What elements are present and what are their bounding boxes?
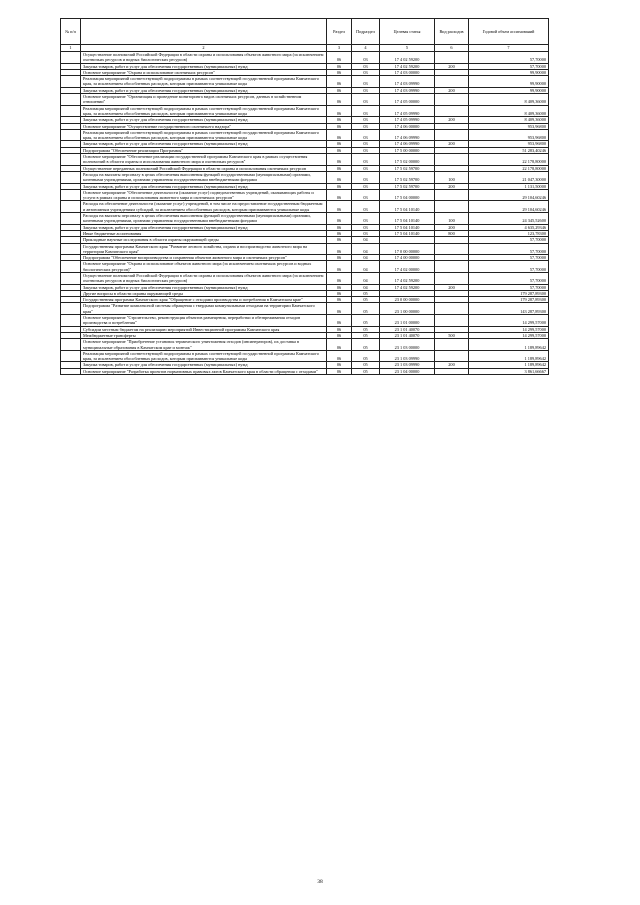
row-exptype-cell: 100	[435, 171, 469, 183]
row-amount-cell: 57,70000	[469, 284, 549, 290]
table-row	[61, 368, 549, 374]
row-subsection-cell: 03	[352, 69, 380, 75]
header-amount: Годовой объем ассигнований	[469, 19, 549, 45]
table-row	[61, 243, 549, 255]
row-section-cell: 06	[327, 189, 352, 201]
row-target-cell: 23 1 03 09990	[380, 350, 435, 362]
row-subsection-cell: 05	[352, 297, 380, 303]
row-name-cell: Подпрограмма "Развитие комплексной системы обращения с твердыми коммунальными отходами на территории Камчатского края"	[81, 303, 327, 315]
row-amount-cell: 22 178,80000	[469, 154, 549, 166]
row-amount-cell: 953,96800	[469, 123, 549, 129]
row-target-cell: 23 1 03 09990	[380, 362, 435, 368]
row-name-cell: Основное мероприятие "Строительство, реконструкция объектов размещения, переработки и обезвреживания отходов производства и потребления"	[81, 315, 327, 327]
row-num-cell	[61, 189, 81, 201]
row-section-cell: 06	[327, 69, 352, 75]
row-num-cell	[61, 94, 81, 106]
row-name-cell: Основное мероприятие "Приобретение установок термического уничтожения отходов (инсинераторов), их доставка в муниципальные образования в Камчатском крае и монтаж"	[81, 339, 327, 351]
row-name-cell: Расходы на выплаты персоналу в целях обеспечения выполнения функций государственными (муниципальными) органами, казенными учреждениями, органами управления государственными внебюджетными фондами	[81, 171, 327, 183]
row-section-cell: 06	[327, 213, 352, 225]
row-exptype-cell	[435, 339, 469, 351]
page-number: 38	[317, 879, 323, 885]
row-subsection-cell: 03	[352, 76, 380, 88]
row-amount-cell: 953,96800	[469, 141, 549, 147]
row-section-cell: 06	[327, 165, 352, 171]
header-target: Целевая статья	[380, 19, 435, 45]
table-row	[61, 94, 549, 106]
row-amount-cell: 179 287,89300	[469, 297, 549, 303]
row-amount-cell: 22 178,80000	[469, 165, 549, 171]
row-amount-cell: 14 299,57000	[469, 326, 549, 332]
row-target-cell: 17 4 03 09990	[380, 87, 435, 93]
row-section-cell: 06	[327, 154, 352, 166]
row-target-cell: 17 4 02 00000	[380, 261, 435, 273]
row-subsection-cell: 05	[352, 332, 380, 338]
row-exptype-cell: 200	[435, 183, 469, 189]
row-exptype-cell	[435, 105, 469, 117]
row-name-cell: Другие вопросы в области охраны окружающей среды	[81, 290, 327, 296]
row-target-cell: 17 4 02 59200	[380, 63, 435, 69]
row-subsection-cell: 03	[352, 165, 380, 171]
row-amount-cell: 57,70000	[469, 261, 549, 273]
row-target-cell: 17 4 03 00000	[380, 69, 435, 75]
row-num-cell	[61, 105, 81, 117]
row-name-cell: Иные бюджетные ассигнования	[81, 230, 327, 236]
row-target-cell: 17 5 02 59700	[380, 171, 435, 183]
row-exptype-cell: 200	[435, 63, 469, 69]
table-row	[61, 213, 549, 225]
row-target-cell: 17 4 02 59200	[380, 52, 435, 64]
row-num-cell	[61, 52, 81, 64]
row-amount-cell: 57,70000	[469, 272, 549, 284]
table-row	[61, 201, 549, 213]
table-row	[61, 129, 549, 141]
row-target-cell: 23 1 01 00000	[380, 315, 435, 327]
row-section-cell: 06	[327, 368, 352, 374]
row-num-cell	[61, 213, 81, 225]
row-name-cell: Прикладные научные исследования в области охраны окружающей среды	[81, 237, 327, 243]
row-subsection-cell: 03	[352, 123, 380, 129]
row-section-cell: 06	[327, 63, 352, 69]
row-exptype-cell: 100	[435, 213, 469, 225]
table-row	[61, 272, 549, 284]
row-subsection-cell: 05	[352, 315, 380, 327]
row-subsection-cell: 05	[352, 303, 380, 315]
row-num-cell	[61, 261, 81, 273]
table-row	[61, 350, 549, 362]
row-name-cell: Расходы на выплаты персоналу в целях обеспечения выполнения функций государственными (муниципальными) органами, казенными учреждениями, органами управления государственными внебюджетными фондами	[81, 213, 327, 225]
row-section-cell: 06	[327, 362, 352, 368]
row-section-cell: 06	[327, 123, 352, 129]
row-name-cell: Закупка товаров, работ и услуг для обеспечения государственных (муниципальных) нужд	[81, 141, 327, 147]
row-subsection-cell: 03	[352, 117, 380, 123]
row-name-cell: Государственная программа Камчатского края "Развитие лесного хозяйства, охрана и воспроизводство животного мира на территории Камчатского края"	[81, 243, 327, 255]
row-target-cell: 23 1 03 00000	[380, 339, 435, 351]
row-target-cell: 23 1 01 40070	[380, 332, 435, 338]
row-section-cell: 06	[327, 339, 352, 351]
row-name-cell: Реализация мероприятий соответствующей подпрограммы в рамках соответствующей государственной программы Камчатского края, за исключением обособленных расходов, которым присваиваются уникальные коды	[81, 76, 327, 88]
row-subsection-cell: 03	[352, 183, 380, 189]
row-section-cell: 06	[327, 332, 352, 338]
row-section-cell: 06	[327, 141, 352, 147]
row-exptype-cell	[435, 201, 469, 213]
row-exptype-cell: 200	[435, 117, 469, 123]
row-target-cell: 17 5 02 59700	[380, 165, 435, 171]
row-amount-cell: 57,70000	[469, 255, 549, 261]
row-num-cell	[61, 76, 81, 88]
row-name-cell: Реализация мероприятий соответствующей подпрограммы в рамках соответствующей государственной программы Камчатского края, за исключением обособленных расходов, которым присваиваются уникальные коды	[81, 105, 327, 117]
table-row	[61, 261, 549, 273]
row-amount-cell: 57,70000	[469, 52, 549, 64]
row-name-cell: Основное мероприятие "Разработка проектов нормативных правовых актов Камчатского края в области обращения с отходами"	[81, 368, 327, 374]
column-number: 4	[352, 45, 380, 52]
row-target-cell: 17 4 02 59200	[380, 284, 435, 290]
row-target-cell: 23 1 04 00000	[380, 368, 435, 374]
row-name-cell: Основное мероприятие "Осуществление государственного охотничьего надзора"	[81, 123, 327, 129]
row-exptype-cell	[435, 350, 469, 362]
row-subsection-cell: 03	[352, 147, 380, 153]
row-name-cell: Основное мероприятие "Охрана и использование охотничьих ресурсов"	[81, 69, 327, 75]
row-amount-cell: 143 287,89300	[469, 303, 549, 315]
row-name-cell: Реализация мероприятий соответствующей подпрограммы в рамках соответствующей государственной программы Камчатского края, за исключением обособленных расходов, которым присваиваются уникальные коды	[81, 350, 327, 362]
row-exptype-cell	[435, 52, 469, 64]
row-subsection-cell: 03	[352, 171, 380, 183]
row-amount-cell: 1 189,89642	[469, 339, 549, 351]
table-row	[61, 171, 549, 183]
row-amount-cell: 57,70000	[469, 237, 549, 243]
row-name-cell: Осуществление полномочий Российской Федерации в области охраны и использования объектов животного мира (за исключением охотничьих ресурсов и водных биологических ресурсов)	[81, 52, 327, 64]
row-target-cell: 17 5 04 10140	[380, 230, 435, 236]
row-amount-cell: 99,90000	[469, 87, 549, 93]
row-amount-cell: 1 131,50000	[469, 183, 549, 189]
row-name-cell: Подпрограмма "Обеспечение воспроизводства и сохранения объектов животного мира и охотничьих ресурсов"	[81, 255, 327, 261]
row-target-cell: 17 4 06 09990	[380, 141, 435, 147]
row-name-cell: Закупка товаров, работ и услуг для обеспечения государственных (муниципальных) нужд	[81, 183, 327, 189]
row-num-cell	[61, 171, 81, 183]
row-section-cell: 06	[327, 303, 352, 315]
row-num-cell	[61, 339, 81, 351]
header-name	[81, 19, 327, 45]
row-amount-cell: 3 861,66667	[469, 368, 549, 374]
row-amount-cell: 29 104,60246	[469, 201, 549, 213]
column-number: 6	[435, 45, 469, 52]
row-subsection-cell: 04	[352, 243, 380, 255]
row-section-cell: 06	[327, 105, 352, 117]
budget-table	[60, 18, 549, 375]
row-name-cell: Закупка товаров, работ и услуг для обеспечения государственных (муниципальных) нужд	[81, 117, 327, 123]
row-name-cell: Расходы на обеспечение деятельности (оказание услуг) учреждений, в том числе на предоставление государственным бюджетным и автономным учреждениям субсидий, за исключением обособленных расходов, которым присваиваются уникальные коды	[81, 201, 327, 213]
row-subsection-cell: 04	[352, 261, 380, 273]
row-amount-cell: 1 189,89642	[469, 350, 549, 362]
header-subsection: Подраздел	[352, 19, 380, 45]
row-num-cell	[61, 154, 81, 166]
row-section-cell: 06	[327, 129, 352, 141]
row-exptype-cell: 800	[435, 230, 469, 236]
row-section-cell: 06	[327, 171, 352, 183]
row-amount-cell: 99,90000	[469, 76, 549, 88]
row-section-cell: 06	[327, 237, 352, 243]
row-target-cell: 17 5 04 10140	[380, 213, 435, 225]
row-subsection-cell: 04	[352, 255, 380, 261]
row-subsection-cell: 03	[352, 141, 380, 147]
row-amount-cell: 4 635,29346	[469, 224, 549, 230]
row-subsection-cell: 05	[352, 368, 380, 374]
row-subsection-cell: 03	[352, 105, 380, 117]
row-target-cell: 17 5 02 00000	[380, 154, 435, 166]
row-name-cell: Основное мероприятие "Охрана и использование объектов животного мира (за исключением охотничьих ресурсов и водных биологических ресурсов)"	[81, 261, 327, 273]
table-row	[61, 303, 549, 315]
row-section-cell: 06	[327, 297, 352, 303]
row-subsection-cell: 05	[352, 362, 380, 368]
row-num-cell	[61, 368, 81, 374]
row-target-cell: 17 5 00 00000	[380, 147, 435, 153]
row-section-cell: 06	[327, 326, 352, 332]
row-amount-cell: 179 287,89300	[469, 290, 549, 296]
document-page	[60, 18, 548, 375]
row-amount-cell: 24 345,52600	[469, 213, 549, 225]
row-target-cell: 17 5 02 59700	[380, 183, 435, 189]
column-number: 7	[469, 45, 549, 52]
row-amount-cell: 953,96800	[469, 129, 549, 141]
table-row	[61, 52, 549, 64]
row-subsection-cell: 03	[352, 129, 380, 141]
row-target-cell: 17 5 04 00000	[380, 189, 435, 201]
row-name-cell: Основное мероприятие "Обеспечение деятельности (оказание услуг) подведомственных учреждений, оказывающих работы и услуги в рамках охраны и использования животного мира и охотничьих ресурсов"	[81, 189, 327, 201]
row-section-cell: 06	[327, 350, 352, 362]
row-subsection-cell: 03	[352, 230, 380, 236]
row-subsection-cell: 05	[352, 290, 380, 296]
row-target-cell: 17 4 03 09990	[380, 76, 435, 88]
column-number: 2	[81, 45, 327, 52]
row-exptype-cell	[435, 154, 469, 166]
row-name-cell: Основное мероприятие "Организация и проведение мониторинга видов охотничьих ресурсов, данных в хозяйственном отношении"	[81, 94, 327, 106]
row-name-cell: Основное мероприятие "Обеспечение реализации государственной программы Камчатского края в рамках осуществления полномочий в области охраны и использования животного мира и охотничьих ресурсов"	[81, 154, 327, 166]
row-name-cell: Осуществление полномочий Российской Федерации в области охраны и использования объектов животного мира (за исключением охотничьих ресурсов и водных биологических ресурсов)	[81, 272, 327, 284]
row-subsection-cell: 03	[352, 94, 380, 106]
column-number-row	[61, 45, 549, 52]
row-exptype-cell: 200	[435, 141, 469, 147]
row-subsection-cell: 05	[352, 339, 380, 351]
row-amount-cell: 8 409,36000	[469, 105, 549, 117]
row-target-cell: 17 4 06 00000	[380, 123, 435, 129]
row-amount-cell: 51 283,40246	[469, 147, 549, 153]
row-target-cell: 17 4 05 09990	[380, 117, 435, 123]
row-amount-cell: 57,70000	[469, 63, 549, 69]
header-exptype: Вид расходов	[435, 19, 469, 45]
row-target-cell: 23 1 01 40070	[380, 326, 435, 332]
row-section-cell: 06	[327, 243, 352, 255]
row-target-cell: 23 1 00 00000	[380, 303, 435, 315]
row-name-cell: Закупка товаров, работ и услуг для обеспечения государственных (муниципальных) нужд	[81, 362, 327, 368]
row-name-cell: Реализация мероприятий соответствующей подпрограммы в рамках соответствующей государственной программы Камчатского края, за исключением обособленных расходов, которым присваиваются уникальные коды	[81, 129, 327, 141]
row-target-cell: 17 5 04 10140	[380, 201, 435, 213]
row-exptype-cell	[435, 315, 469, 327]
row-exptype-cell: 200	[435, 362, 469, 368]
row-amount-cell: 123,78300	[469, 230, 549, 236]
row-amount-cell: 8 409,36000	[469, 117, 549, 123]
row-subsection-cell: 04	[352, 272, 380, 284]
row-section-cell: 06	[327, 117, 352, 123]
row-section-cell: 06	[327, 76, 352, 88]
row-section-cell: 06	[327, 315, 352, 327]
row-target-cell: 23 0 00 00000	[380, 297, 435, 303]
row-section-cell: 06	[327, 183, 352, 189]
row-target-cell: 17 4 05 00000	[380, 94, 435, 106]
row-amount-cell: 14 299,57000	[469, 315, 549, 327]
table-row	[61, 76, 549, 88]
row-section-cell: 06	[327, 52, 352, 64]
row-num-cell	[61, 303, 81, 315]
row-section-cell: 06	[327, 261, 352, 273]
row-subsection-cell: 05	[352, 326, 380, 332]
row-section-cell: 06	[327, 94, 352, 106]
row-exptype-cell	[435, 94, 469, 106]
row-subsection-cell: 03	[352, 189, 380, 201]
row-section-cell: 06	[327, 201, 352, 213]
row-exptype-cell	[435, 243, 469, 255]
row-num-cell	[61, 272, 81, 284]
column-number: 5	[380, 45, 435, 52]
row-target-cell: 17 4 06 09990	[380, 129, 435, 141]
row-name-cell: Закупка товаров, работ и услуг для обеспечения государственных (муниципальных) нужд	[81, 63, 327, 69]
row-subsection-cell: 03	[352, 154, 380, 166]
row-amount-cell: 8 409,36000	[469, 94, 549, 106]
table-row	[61, 105, 549, 117]
row-name-cell: Субсидии местным бюджетам на реализацию мероприятий Инвестиционной программы Камчатского края	[81, 326, 327, 332]
row-num-cell	[61, 243, 81, 255]
row-exptype-cell	[435, 303, 469, 315]
row-target-cell: 17 4 00 00000	[380, 255, 435, 261]
row-section-cell: 06	[327, 290, 352, 296]
row-section-cell: 06	[327, 87, 352, 93]
table-row	[61, 189, 549, 201]
row-amount-cell: 99,90000	[469, 69, 549, 75]
row-subsection-cell: 05	[352, 350, 380, 362]
table-row	[61, 154, 549, 166]
row-amount-cell: 57,70000	[469, 243, 549, 255]
row-exptype-cell	[435, 272, 469, 284]
row-name-cell: Закупка товаров, работ и услуг для обеспечения государственных (муниципальных) нужд	[81, 284, 327, 290]
row-section-cell: 06	[327, 284, 352, 290]
row-section-cell: 06	[327, 147, 352, 153]
header-section: Раздел	[327, 19, 352, 45]
row-exptype-cell	[435, 368, 469, 374]
row-target-cell: 17 0 00 00000	[380, 243, 435, 255]
row-name-cell: Закупка товаров, работ и услуг для обеспечения государственных (муниципальных) нужд	[81, 224, 327, 230]
column-number: 1	[61, 45, 81, 52]
row-subsection-cell: 04	[352, 284, 380, 290]
row-name-cell: Межбюджетные трансферты	[81, 332, 327, 338]
column-number: 3	[327, 45, 352, 52]
row-subsection-cell: 03	[352, 224, 380, 230]
row-name-cell: Государственная программа Камчатского края "Обращение с отходами производства и потребления в Камчатском крае"	[81, 297, 327, 303]
row-exptype-cell: 200	[435, 87, 469, 93]
row-subsection-cell: 04	[352, 237, 380, 243]
row-amount-cell: 29 104,60246	[469, 189, 549, 201]
row-exptype-cell	[435, 129, 469, 141]
row-section-cell: 06	[327, 255, 352, 261]
row-exptype-cell: 500	[435, 332, 469, 338]
table-row	[61, 339, 549, 351]
row-name-cell: Подпрограмма "Обеспечение реализации Программы"	[81, 147, 327, 153]
row-section-cell: 06	[327, 272, 352, 284]
header-num: № п/п	[61, 19, 81, 45]
row-exptype-cell	[435, 189, 469, 201]
row-section-cell: 06	[327, 224, 352, 230]
row-subsection-cell: 03	[352, 201, 380, 213]
row-amount-cell: 1 189,89642	[469, 362, 549, 368]
row-exptype-cell	[435, 261, 469, 273]
row-name-cell: Закупка товаров, работ и услуг для обеспечения государственных (муниципальных) нужд	[81, 87, 327, 93]
row-subsection-cell: 03	[352, 87, 380, 93]
row-amount-cell: 14 299,57000	[469, 332, 549, 338]
row-target-cell: 17 4 02 59200	[380, 272, 435, 284]
row-subsection-cell: 03	[352, 63, 380, 69]
row-exptype-cell	[435, 76, 469, 88]
row-target-cell: 17 5 04 10140	[380, 224, 435, 230]
row-exptype-cell: 200	[435, 284, 469, 290]
row-target-cell: 17 4 05 09990	[380, 105, 435, 117]
row-amount-cell: 21 047,30000	[469, 171, 549, 183]
table-row	[61, 315, 549, 327]
row-num-cell	[61, 129, 81, 141]
row-num-cell	[61, 315, 81, 327]
row-section-cell: 06	[327, 230, 352, 236]
table-header-row	[61, 19, 549, 45]
row-subsection-cell: 03	[352, 213, 380, 225]
row-exptype-cell: 200	[435, 224, 469, 230]
row-num-cell	[61, 201, 81, 213]
row-num-cell	[61, 350, 81, 362]
row-name-cell: Осуществление переданных полномочий Российской Федерации в области охраны и использования охотничьих ресурсов	[81, 165, 327, 171]
row-subsection-cell: 03	[352, 52, 380, 64]
